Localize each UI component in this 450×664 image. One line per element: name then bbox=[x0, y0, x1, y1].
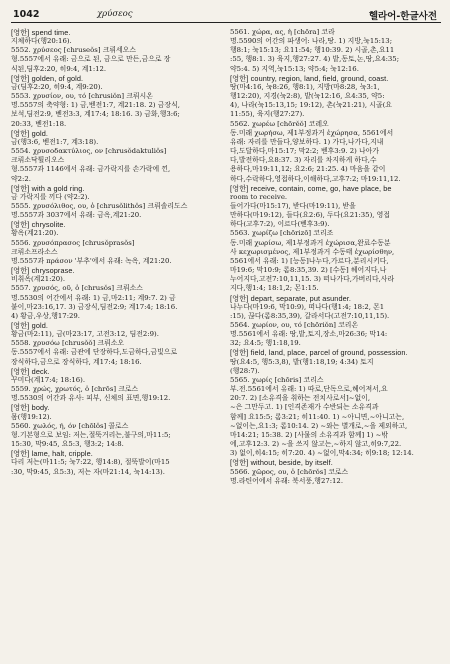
entry-text-line: 형.기본형으로 보임: 저는,절뚝거리는,불구의,마11:5; bbox=[11, 430, 171, 439]
entry-text-line: 다리 저는(마11:5; 눅7:22, 행14:8), 절뚝발이(마15 bbox=[11, 458, 170, 467]
entry-headword-line: 5566. χῶρος, ου, ὁ [chōrŏs] 코로스 bbox=[230, 467, 349, 476]
entry-text-line: 명.5557의 축약형: 1) 금,벧전1:7, 계21:18. 2) 금장식, bbox=[11, 101, 180, 110]
entry-text-line: 5561에서 유래: 1) [능동]나누다,가르다,분리시키다, bbox=[230, 256, 389, 265]
entry-text-line: 명.5557과 πράσον '부추'에서 유래: 녹옥, 계21:20. bbox=[11, 256, 172, 265]
entry-text-line: 동.미래 χωρίσω, 제1부정과거 ἐχώρισα,완료수동분 bbox=[230, 238, 391, 247]
english-gloss-line: [영한] field, land, place, parcel of ground, possession. bbox=[230, 348, 408, 358]
entry-text-line: 만하다(마19:12), 들다(요2:6), 두다(요21:35), 영접 bbox=[230, 211, 390, 220]
entry-text-line: 에,고후12:3. 2) ~을 쓰지 않고는,~하지 않고,히9:7,22. bbox=[230, 440, 402, 449]
entry-text-line: :15), 끊다(롬8:35,39), 갈라서다(고전7:10,11,15). bbox=[230, 311, 390, 320]
entry-text-line: 부.전.5561에서 유래: 1) 따로,단독으로,헤어져서,요 bbox=[230, 385, 388, 394]
entry-text-line: 금(딤후2:20, 히9:4, 계9:20). bbox=[11, 82, 103, 91]
entry-headword-line: 5563. χωρίζω [chōrizō] 코리조 bbox=[230, 229, 334, 238]
entry-text-line: :55, 행8:1. 3) 육지,행27:27. 4) 밭,동토,논,땅,요4:35; bbox=[230, 55, 400, 64]
entry-text-line: room to receive. bbox=[230, 192, 288, 201]
entry-text-line: 마14:21; 15:38. 2) [사물의 소유격과 함께] 1) ~밖 bbox=[230, 430, 389, 439]
entry-text-line: 보석,딤전2:9, 벧전3:3, 계17:4; 18:16. 3) 금화,행3:6; bbox=[11, 110, 180, 119]
entry-text-line: 명.5530의 어간과 유사: 피부, 신체의 표면,행19:12. bbox=[11, 394, 171, 403]
entry-headword-line: 5562. χωρέω [chōrĕŏ] 코레오 bbox=[230, 119, 329, 128]
english-gloss-line: [영한] gold. bbox=[11, 128, 49, 138]
left-column bbox=[11, 28, 222, 658]
entry-text-line: 사 κεχωρισμένος, 제1부정과거 수동태 ἐχωρίσθην, bbox=[230, 247, 395, 256]
guide-word: χρύσεος bbox=[97, 9, 133, 19]
entry-text-line: 20:7. 2) [소유격을 취하는 전치사로서]~없이, bbox=[230, 394, 371, 403]
english-gloss-line: [영한] golden, of gold. bbox=[11, 73, 84, 83]
dictionary-columns bbox=[11, 28, 441, 658]
entry-text-line: 다,도달하다,마15:17; 막2:2; 벧후3:9. 2) 나아가 bbox=[230, 147, 379, 156]
entry-text-line: 하다,수락하다,영접하다,이해하다,고후7:2; 마19:11,12. bbox=[230, 174, 401, 183]
entry-text-line: 약2:2. bbox=[11, 174, 31, 183]
entry-headword-line: 5565. χωρίς [chōris] 코리스 bbox=[230, 375, 324, 384]
entry-text-line: 땅(마4:16, 눅8:26, 행8:1), 지방(마8:28, 눅3:1, bbox=[230, 82, 380, 91]
page-number: 1042 bbox=[13, 9, 40, 20]
entry-text-line: 명.5561에서 유래: 땅,밭,토지,장소,마26:36; 막14: bbox=[230, 330, 388, 339]
entry-headword-line: 5561. χώρα, ας, ἡ [chōra] 코라 bbox=[230, 28, 335, 36]
entry-headword-line: 5564. χωρίον, ου, τό [chōriŏn] 코리온 bbox=[230, 321, 359, 329]
entry-text-line: 4), 나라(눅15:13,15; 19:12), 촌(눅21:21), 시골(요 bbox=[230, 101, 392, 110]
entry-headword-line: 5552. χρύσεος [chruseŏs] 크뤼세오스 bbox=[11, 46, 136, 55]
entry-text-line: 약5:4. 5) 지역,눅15:13; 약5:4; 눅12:16. bbox=[230, 64, 359, 73]
entry-text-line: 행12:20), 지경(눅2:8), 밭(눅12:16, 요4:35, 약5: bbox=[230, 92, 385, 101]
entry-text-line: 들어가다(마15:17), 받다(마19:11), 받을 bbox=[230, 201, 356, 210]
english-gloss-line: [영한] depart, separate, put asunder. bbox=[230, 293, 352, 303]
entry-headword-line: 5558. χρυσόω [chrusŏŏ] 크뤼소오 bbox=[11, 339, 125, 348]
entry-text-line: ~없이는,요1:3; 롬10:14. 2) ~와는 별개로,~을 제외하고, bbox=[230, 421, 408, 430]
entry-text-line: 15:30, 막9:45, 요5:3, 행3:2; 14:8. bbox=[11, 440, 124, 449]
entry-text-line: 함께] 요15:5; 롬3:21; 히11:40. 1) ~아니면,~아니고는, bbox=[230, 412, 405, 421]
entry-text-line: :30, 막9:45, 요5:3), 저는 자(마21:14, 눅14:13). bbox=[11, 467, 165, 476]
english-gloss-line: [영한] chrysoprase. bbox=[11, 266, 75, 276]
entry-headword-line: 5559. χρώς, χρωτός, ὁ [chrōs] 크로스 bbox=[11, 385, 139, 394]
entry-headword-line: 5555. χρυσόλιθος, ου, ὁ [chrusŏlithŏs] 크뤼솔리도스 bbox=[11, 201, 188, 210]
entry-text-line: 유래: 자리를 만들다,양보하다. 1) 가다,나가다,지내 bbox=[230, 137, 384, 146]
entry-text-line: 장식하다,금으로 장식하다, 계17:4; 18:16. bbox=[11, 357, 142, 366]
entry-text-line: 32; 요4:5; 행1:18,19. bbox=[230, 339, 301, 348]
entry-text-line: 황금(마2:11), 금(마23:17, 고전3:12, 딤전2:9). bbox=[11, 330, 159, 339]
entry-text-line: 몸(행19:12). bbox=[11, 412, 52, 421]
entry-text-line: (행28:7). bbox=[230, 366, 260, 375]
entry-text-line: 황옥(계21:20). bbox=[11, 229, 59, 238]
entry-text-line: 3) 없이,히4:15; 히7:20. 4) ~없이,막4:34; 히9:18; 12:14. bbox=[230, 449, 414, 458]
entry-text-line: 지체하다(행20:16). bbox=[11, 37, 72, 46]
english-gloss-line: [영한] with a gold ring. bbox=[11, 183, 85, 193]
entry-text-line: 꾸미다(계17:4; 18:16). bbox=[11, 375, 86, 384]
entry-text-line: 용하다,마19:11,12; 요2:6; 21:25. 4) 마음을 같이 bbox=[230, 165, 386, 174]
entry-text-line: 식된,딤후2:20, 히9:4, 계1:12. bbox=[11, 64, 107, 73]
entry-text-line: 크뤼소프라소스 bbox=[11, 247, 58, 256]
entry-text-line: 비취옥(계21:20). bbox=[11, 275, 66, 284]
entry-text-line: 형.5557에서 유래: 금으로 된, 금으로 만든,금으로 장 bbox=[11, 55, 171, 64]
entry-text-line: ~은 그만두고. 1) [인격존재가 수반되는 소유격과 bbox=[230, 403, 379, 412]
entry-text-line: 다,발전하다,요8:37. 3) 자리를 차지하게 하다,수 bbox=[230, 156, 377, 165]
english-gloss-line: [영한] without, beside, by itself. bbox=[230, 458, 333, 468]
english-gloss-line: [영한] spend time. bbox=[11, 28, 71, 37]
english-gloss-line: [영한] lame, halt, cripple. bbox=[11, 449, 93, 459]
english-gloss-line: [영한] gold. bbox=[11, 321, 49, 330]
entry-text-line: 하다(고후7:2), 이르다(벧후3:9). bbox=[230, 220, 330, 229]
entry-text-line: 형.5557과 1146에서 유래: 금가락지를 손가락에 낀, bbox=[11, 165, 171, 174]
entry-text-line: 땅(요4:5, 행5:3,8), 밭(행1:18,19; 4:34) 토지 bbox=[230, 357, 374, 366]
entry-text-line: 명.라틴어에서 유래: 북서풍,행27:12. bbox=[230, 476, 344, 485]
entry-headword-line: 5556. χρυσόπρασος [chrusŏprasŏs] bbox=[11, 238, 135, 247]
entry-text-line: 11:55), 육지(행27:27). bbox=[230, 110, 305, 119]
entry-text-line: 금 가락지를 끼다 (약2:2). bbox=[11, 192, 90, 201]
english-gloss-line: [영한] chrysolite. bbox=[11, 220, 66, 230]
entry-text-line: 누어지다,고전7:10,11,15. 3) 떠나가다,가버리다,사라 bbox=[230, 275, 395, 284]
english-gloss-line: [영한] country, region, land, field, ground, coast. bbox=[230, 73, 389, 83]
entry-text-line: 20:33, 벧전1:18. bbox=[11, 119, 67, 128]
entry-text-line: 지다,행1:4; 18:1,2; 몬1:15. bbox=[230, 284, 319, 293]
english-gloss-line: [영한] deck. bbox=[11, 366, 50, 376]
entry-text-line: 동.미래 χωρήσω, 제1부정과거 ἐχώρησα, 5561에서 bbox=[230, 128, 394, 137]
english-gloss-line: [영한] body. bbox=[11, 403, 50, 413]
entry-text-line: 금(행3:6, 벧전1:7, 계3:18). bbox=[11, 137, 99, 146]
entry-text-line: 명.5557과 3037에서 유래: 금옥,계21:20. bbox=[11, 211, 142, 220]
entry-text-line: 붙이,마23:16,17. 3) 금장식,딤전2:9; 계17:4; 18:16. bbox=[11, 302, 178, 311]
entry-text-line: 나누다(마19:6, 막10:9), 떠나다(행1:4; 18:2, 몬1 bbox=[230, 302, 385, 311]
entry-text-line: 동.5557에서 유래: 금관에 단장하다,도금하다,금빛으로 bbox=[11, 348, 178, 357]
english-gloss-line: [영한] receive, contain, come, go, have place, be bbox=[230, 183, 392, 193]
entry-headword-line: 5554. χρυσοδακτύλιος, ον [chrusŏdaktuliŏs] bbox=[11, 147, 167, 156]
entry-headword-line: 5553. χρυσίον, ου, τό [chrusiŏn] 크뤼시온 bbox=[11, 92, 153, 101]
entry-text-line: 명.5590의 어간의 파생어: 나라,땅. 1) 지방,눅15:13; bbox=[230, 37, 393, 46]
right-column bbox=[230, 28, 441, 658]
page-header bbox=[11, 8, 441, 23]
entry-headword-line: 5560. χωλός, ή, όν [chōlŏs] 콜로스 bbox=[11, 421, 129, 430]
entry-text-line: 마19:6; 막10:9; 롬8:35,39. 2) [수동] 헤어지다,나 bbox=[230, 266, 387, 275]
entry-text-line: 4) 황금,우상,행17:29. bbox=[11, 311, 80, 320]
entry-text-line: 행8:1; 눅15:13; 요11:54; 행10:39. 2) 시골,촌,요11 bbox=[230, 46, 395, 55]
entry-headword-line: 5557. χρυσός, οῦ, ὁ [chrusŏs] 크뤼소스 bbox=[11, 284, 143, 293]
dictionary-title: 헬라어-한글사전 bbox=[368, 11, 437, 22]
entry-text-line: 크뤼소닥튈리오스 bbox=[11, 156, 65, 165]
entry-text-line: 명.5530의 어간에서 유래: 1) 금,마2:11; 계9:7. 2) 금 bbox=[11, 293, 176, 302]
